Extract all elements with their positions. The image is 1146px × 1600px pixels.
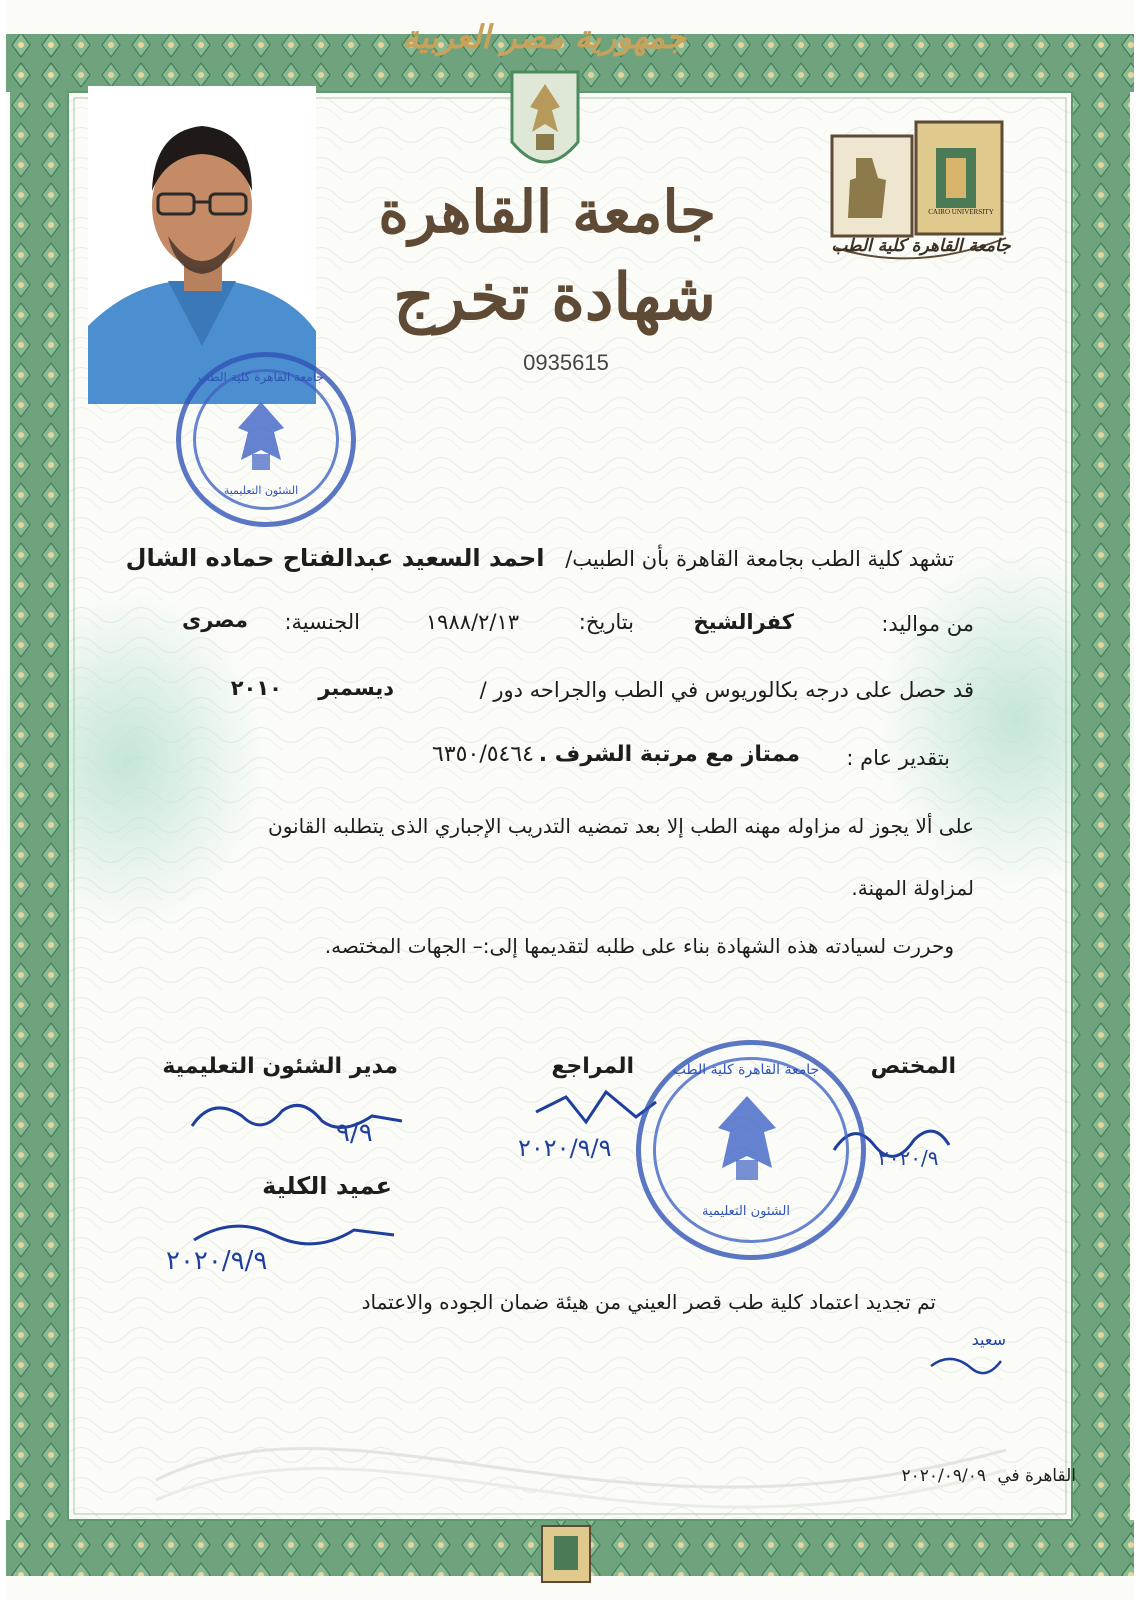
stamp-eagle-icon — [226, 398, 296, 478]
eagle-emblem-icon — [502, 62, 588, 182]
degree-text: قد حصل على درجه بكالوريوس في الطب والجراحه دور / — [479, 678, 974, 702]
reviewer-signature-name: سعيد — [971, 1330, 1006, 1349]
director-label: مدير الشئون التعليمية — [162, 1054, 398, 1079]
condition-line-1: على ألا يجوز له مزاوله مهنه الطب إلا بعد تمضيه التدريب الإجباري الذى يتطلبه القانون — [268, 814, 974, 838]
grade-score: ٦٣٥٠/٥٤٦٤ — [432, 742, 534, 767]
certificate-title: شهادة تخرج — [393, 260, 716, 335]
accreditation-line: تم تجديد اعتماد كلية طب قصر العيني من هيئة ضمان الجوده والاعتماد — [361, 1290, 936, 1314]
stamp-signatures-bottom-text: الشئون التعليمية — [702, 1204, 790, 1219]
birth-date-label: بتاريخ: — [578, 610, 634, 634]
grade-label: بتقدير عام : — [846, 746, 950, 770]
bottom-university-seal-icon — [536, 1522, 596, 1594]
stamp-photo-bottom-text: الشئون التعليمية — [223, 484, 299, 497]
nationality-label: الجنسية: — [284, 610, 360, 634]
director-signature — [182, 1086, 412, 1156]
stamp-eagle-icon-2 — [702, 1090, 792, 1190]
stamp-photo-ring-text: جامعة القاهرة كلية الطب — [198, 370, 324, 384]
stamp-signatures-ring-text: جامعة القاهرة كلية الطب — [672, 1062, 820, 1078]
line1-prefix: تشهد كلية الطب بجامعة القاهرة بأن الطبيب/ — [565, 547, 954, 571]
serial-number: 0935615 — [523, 350, 609, 375]
dean-label: عميد الكلية — [262, 1172, 392, 1200]
cairo-university-logo — [826, 118, 1016, 268]
graduate-name: احمد السعيد عبدالفتاح حماده الشال — [125, 544, 545, 572]
birthplace-label: من مواليد: — [881, 612, 974, 636]
issued-line: وحررت لسيادته هذه الشهادة بناء على طلبه لتقديمها إلى:– الجهات المختصه. — [324, 934, 954, 958]
nationality-value: مصرى — [181, 608, 248, 632]
birthplace-value: كفرالشيخ — [693, 610, 794, 634]
grade-value: ممتاز مع مرتبة الشرف . — [538, 742, 800, 767]
birth-date-value: ١٩٨٨/٢/١٣ — [425, 610, 519, 634]
specialist-label: المختص — [870, 1054, 956, 1079]
reviewer-signature-date: ٢٠٢٠/٩/٩ — [518, 1134, 612, 1162]
session-month: ديسمبر — [318, 676, 394, 700]
small-signature-mark — [926, 1346, 1006, 1386]
session-year: ٢٠١٠ — [230, 676, 282, 700]
logo-caption: جامعة القاهرة كلية الطب — [831, 236, 1011, 256]
dean-signature-date: ٢٠٢٠/٩/٩ — [166, 1246, 268, 1276]
country-banner: جمهورية مصر العربية — [402, 18, 686, 56]
condition-line-2: لمزاولة المهنة. — [851, 876, 974, 900]
director-signature-date: ٩/٩ — [336, 1118, 373, 1148]
issue-date: ٢٠٢٠/٠٩/٠٩ — [901, 1466, 986, 1486]
specialist-signature-date: ٢٠٢٠/٩ — [878, 1146, 939, 1170]
issue-place-label: القاهرة في — [997, 1466, 1076, 1486]
university-title: جامعة القاهرة — [378, 178, 716, 246]
certificate — [6, 0, 1134, 1600]
logo-badge-text: CAIRO UNIVERSITY — [928, 208, 994, 216]
reviewer-label: المراجع — [551, 1054, 634, 1079]
line-certifies — [126, 544, 954, 572]
